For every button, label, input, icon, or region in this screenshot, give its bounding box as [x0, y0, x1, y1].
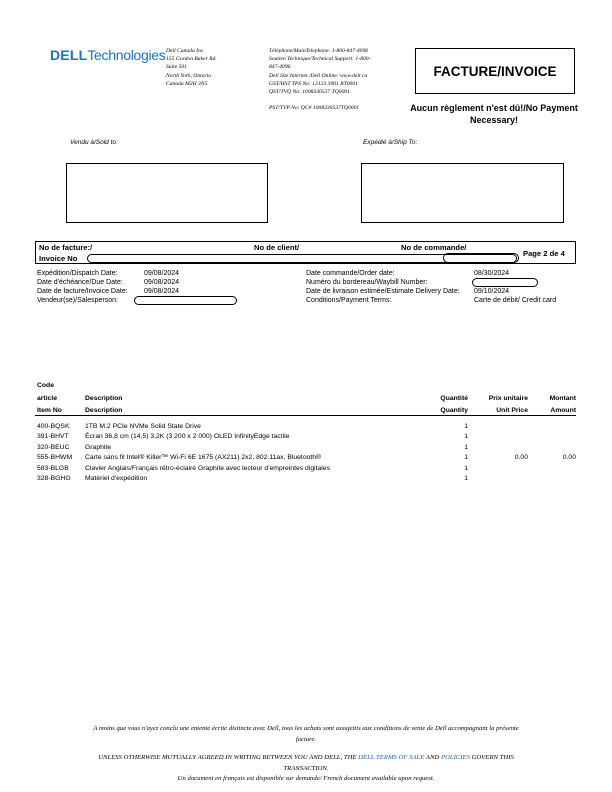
address-line: Suite 501	[166, 64, 187, 71]
col-header-code-fr-1: Code	[37, 382, 54, 389]
contact-line: GST/HST TPS No: 12123 3001 RT0001	[269, 80, 358, 87]
address-line: Canada M2H 3N5	[166, 80, 208, 87]
item-code: 400-BQSK	[37, 423, 70, 430]
delivery-date-label: Date de livraison estimée/Estimate Delivery Date:	[306, 288, 460, 295]
delivery-date-value: 09/10/2024	[474, 288, 510, 295]
contact-line: Dell Site Internet /Dell Online: www.dell.ca	[269, 72, 368, 79]
sold-to-box	[66, 163, 268, 223]
col-header-unit-fr: Prix unitaire	[488, 394, 528, 402]
col-header-code	[37, 380, 62, 418]
col-header-qty-en: Quantity	[440, 407, 468, 414]
waybill-number-label: Numéro du bordereau/Waybill Number:	[306, 279, 428, 286]
contact-line: Téléphone/MainTelephone: 1-800-847-4096	[269, 48, 369, 54]
address-line: North York, Ontario	[166, 72, 212, 79]
col-header-code-en: Item No	[37, 407, 62, 414]
item-quantity: 1	[464, 423, 468, 430]
table-header-rule	[35, 415, 576, 416]
payment-note: Aucun règlement n'est dû!/No Payment Necessary!	[410, 103, 578, 125]
address-line: Dell Canada Inc.	[166, 48, 205, 54]
invoice-title-box	[415, 48, 575, 94]
col-header-desc-fr: Description	[85, 394, 123, 402]
item-amount: 0.00	[562, 454, 576, 461]
due-date-value: 09/08/2024	[144, 279, 180, 286]
invoice-no-label: No de facture:/	[39, 243, 93, 252]
item-code: 555-BHWM	[37, 454, 73, 461]
page-number: Page 2 de 4	[523, 249, 565, 258]
logo-technologies: Technologies	[87, 47, 166, 63]
item-quantity: 1	[464, 443, 468, 451]
contact-line: 847-4096	[269, 64, 291, 71]
item-description: Écran 36,8 cm (14,5) 3,2K (3 200 x 2 000) OLED InfinityEdge tactile	[85, 433, 290, 440]
footer-english-notice	[30, 753, 582, 785]
footer-french-notice	[30, 724, 582, 745]
salesperson-redaction	[134, 296, 237, 305]
col-header-unit-en: Unit Price	[496, 407, 528, 414]
col-header-unit-price	[470, 393, 528, 418]
item-quantity: 1	[464, 433, 468, 440]
payment-terms-value: Carte de débit/ Credit card	[474, 297, 557, 304]
contact-line: QST/TVQ No: 1008330537 TQ0001	[269, 89, 350, 96]
footer-en-line	[30, 753, 582, 764]
waybill-redaction	[472, 278, 538, 287]
logo-dell: DELL	[50, 47, 88, 63]
col-header-amount-fr: Montant	[549, 394, 576, 402]
due-date-label: Date d'échéance/Due Date:	[37, 279, 123, 286]
item-description: Matériel d'expédition	[85, 475, 148, 482]
item-quantity: 1	[464, 475, 468, 482]
ship-to-box	[361, 163, 564, 223]
footer-en-pre: UNLESS OTHERWISE MUTUALLY AGREED IN WRITING BETWEEN YOU AND DELL, THE	[98, 754, 357, 761]
order-number-redaction	[443, 253, 519, 263]
item-quantity: 1	[464, 454, 468, 461]
invoice-date-value: 09/08/2024	[144, 288, 180, 295]
dell-technologies-logo	[50, 47, 165, 63]
invoice-numbers-bar	[35, 241, 576, 264]
terms-of-sale-link[interactable]: DELL TERMS OF SALE	[358, 754, 425, 761]
item-description: Graphite	[85, 443, 112, 451]
item-code: 391-BHVT	[37, 433, 69, 440]
item-unit-price: 0.00	[514, 454, 528, 461]
company-address	[166, 47, 261, 88]
address-line: 155 Gordon Baker Rd.	[166, 56, 217, 63]
col-header-amount-en: Amount	[550, 407, 576, 414]
col-header-description	[85, 393, 122, 418]
contact-line: Soutien Technique/Technical Support: 1-800-	[269, 56, 371, 63]
order-no-label: No de commande/	[401, 243, 467, 252]
col-header-quantity	[418, 393, 468, 418]
item-quantity: 1	[464, 464, 468, 472]
invoice-date-label: Date de facture/Invoice Date:	[37, 288, 128, 295]
footer-fr-line-1: A moins que vous n'ayez conclu une entente écrite distincte avec Dell, tous les achats sont assujettis aux conditions de vente de Dell accompagnant la présente	[93, 725, 519, 732]
ship-to-label: Expédié à/Ship To:	[363, 139, 418, 146]
footer-govern: GOVERN THIS	[471, 754, 514, 761]
sold-to-label: Vendu à/Sold to:	[70, 139, 118, 146]
order-date-label: Date commande/Order date:	[306, 270, 395, 277]
item-description: Carte sans fil Intel® Killer™ Wi-Fi 6E 1675 (AX211) 2x2, 802.11ax, Bluetooth®	[85, 454, 322, 461]
footer-french-doc-notice: Un document en français est disponible sur demande/ French document available upon request.	[177, 775, 435, 782]
item-description: Clavier Anglais/Français rétro-éclairé Graphite avec lecteur d'empreintes digitales	[85, 464, 330, 472]
client-no-label: No de client/	[254, 243, 300, 252]
pst-line: PST/TVP No: QC# 1008330537TQ0001	[269, 105, 360, 112]
col-header-qty-fr: Quantité	[440, 394, 468, 402]
item-description: 1TB M.2 PCIe NVMe Solid State Drive	[85, 423, 201, 430]
company-contact	[269, 47, 391, 112]
footer-transaction: TRANSACTION.	[283, 764, 329, 772]
policies-link[interactable]: POLICIES	[440, 754, 470, 761]
col-header-code-fr-2: article	[37, 394, 58, 402]
order-date-value: 08/30/2024	[474, 270, 510, 277]
footer-and: AND	[425, 754, 440, 761]
payment-terms-label: Conditions/Payment Terms:	[306, 297, 392, 304]
col-header-amount	[530, 393, 576, 418]
col-header-desc-en: Description	[85, 407, 123, 414]
footer-fr-line-2: facture.	[295, 735, 317, 743]
item-code: 328-BGHG	[37, 475, 71, 482]
salesperson-label: Vendeur(se)/Salesperson:	[37, 297, 118, 304]
invoice-no-label-en: Invoice No	[39, 254, 78, 263]
dispatch-date-label: Expédition/Dispatch Date:	[37, 270, 118, 277]
item-code: 320-BEUC	[37, 443, 70, 451]
item-code: 583-BLGB	[37, 464, 69, 472]
dispatch-date-value: 09/08/2024	[144, 270, 180, 277]
invoice-title: FACTURE/INVOICE	[433, 63, 557, 79]
